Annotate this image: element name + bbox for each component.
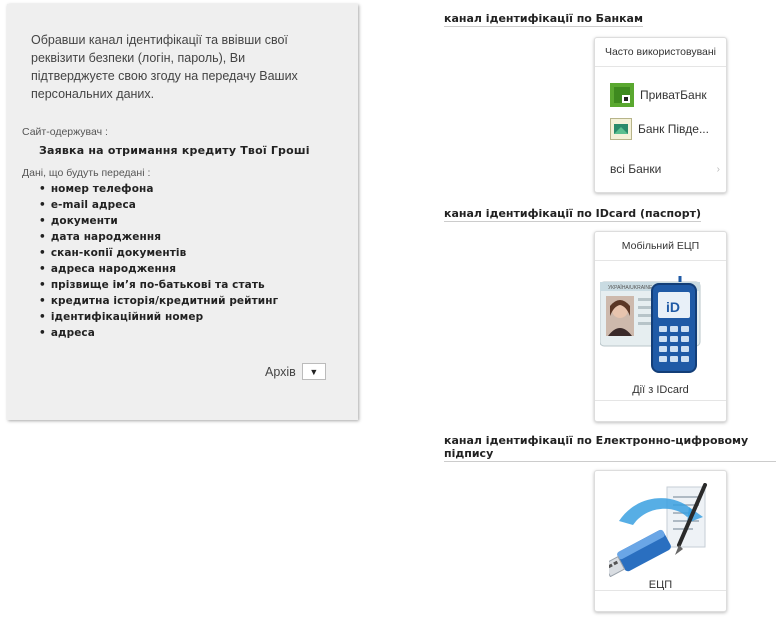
idcard-with-phone-icon <box>600 276 722 374</box>
bank-name-privatbank: ПриватБанк <box>640 88 707 102</box>
idcard-country-text: УКРАЇНА/UKRAINE <box>608 285 653 291</box>
list-item: • документи <box>39 213 278 229</box>
recipient-label: Сайт-одержувач : <box>22 126 108 138</box>
ecp-section-title: канал ідентифікації по Електронно-цифровому підпису <box>444 434 776 462</box>
list-item: • адреса народження <box>39 261 278 277</box>
list-item: • e-mail адреса <box>39 197 278 213</box>
divider <box>595 400 726 401</box>
all-banks-label: всі Банки <box>610 162 662 176</box>
bank-name-pivdennyi: Банк Півде... <box>638 122 709 136</box>
bank-option-pivdennyi[interactable] <box>610 118 709 140</box>
consent-intro-text: Обравши канал ідентифікації та ввівши свої реквізити безпеки (логін, пароль), Ви підтверджуєте свою згоду на передачу Ваших персональних даних. <box>31 33 298 101</box>
bank-pivdennyi-logo-icon <box>610 118 632 140</box>
divider <box>595 590 726 591</box>
ecp-caption: ЕЦП <box>648 579 673 591</box>
list-item: • номер телефона <box>39 181 278 197</box>
banks-section-title: канал ідентифікації по Банкам <box>444 12 643 25</box>
archive-label: Архів <box>265 364 296 379</box>
consent-panel <box>7 4 358 420</box>
chevron-right-icon: › <box>716 163 720 175</box>
list-item: • адреса <box>39 325 278 341</box>
banks-card-header: Часто використовувані <box>595 38 726 67</box>
idcard-card[interactable] <box>594 231 727 422</box>
idcard-section-title: канал ідентифікації по IDcard (паспорт) <box>444 207 701 220</box>
privatbank-logo-icon <box>610 83 634 107</box>
banks-card <box>594 37 727 193</box>
archive-dropdown-button[interactable]: ▼ <box>302 363 326 380</box>
archive-control[interactable] <box>265 363 326 380</box>
usb-key-signature-icon <box>609 483 715 577</box>
list-item: • прізвище ім’я по-батькові та стать <box>39 277 278 293</box>
transferred-data-list <box>39 181 278 341</box>
idcard-caption: Дії з IDcard <box>632 384 689 396</box>
ecp-card[interactable] <box>594 470 727 612</box>
phone-screen-text: iD <box>666 299 680 315</box>
list-item: • дата народження <box>39 229 278 245</box>
recipient-name: Заявка на отримання кредиту Твої Гроші <box>39 144 310 157</box>
list-item: • кредитна історія/кредитний рейтинг <box>39 293 278 309</box>
all-banks-link[interactable] <box>610 162 720 176</box>
list-item: • скан-копії документів <box>39 245 278 261</box>
idcard-card-header: Мобільний ЕЦП <box>595 232 726 261</box>
transferred-data-label: Дані, що будуть передані : <box>22 167 151 179</box>
list-item: • ідентифікаційний номер <box>39 309 278 325</box>
bank-option-privatbank[interactable] <box>610 83 707 107</box>
